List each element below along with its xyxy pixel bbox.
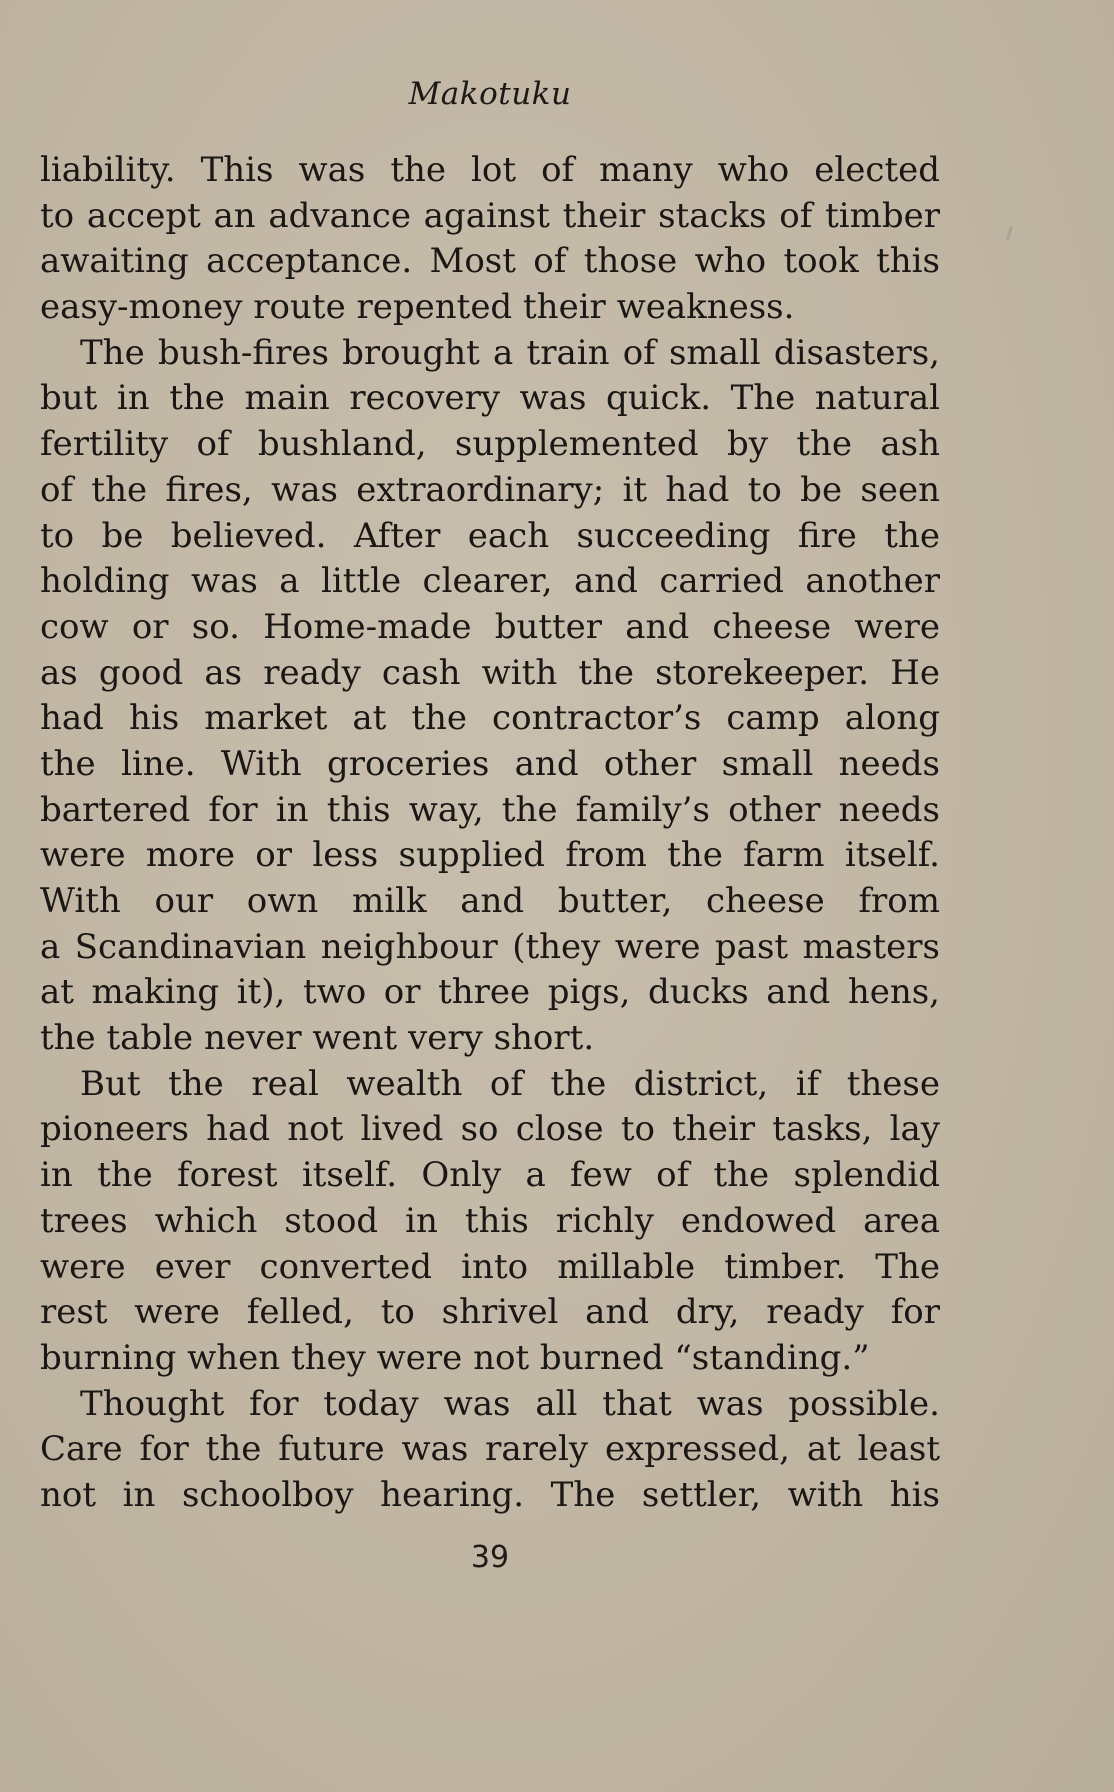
text-line: were more or less supplied from the farm itself. <box>40 835 940 876</box>
running-head: Makotuku <box>408 76 572 112</box>
text-line: trees which stood in this richly endowed area <box>40 1200 940 1241</box>
text-line: to accept an advance against their stacks of timber <box>40 195 940 236</box>
text-line: bartered for in this way, the family’s other needs <box>40 789 940 830</box>
text-line: The bush-fires brought a train of small disasters, <box>80 332 940 373</box>
page-number: 39 <box>470 1540 510 1575</box>
text-line: pioneers had not lived so close to their tasks, lay <box>40 1109 940 1150</box>
text-line: Care for the future was rarely expressed, at least <box>40 1429 940 1470</box>
paper-speck <box>1006 226 1013 240</box>
text-line: but in the main recovery was quick. The natural <box>40 378 940 419</box>
text-line: a Scandinavian neighbour (they were past masters <box>40 926 940 967</box>
text-line: the line. With groceries and other small needs <box>40 743 940 784</box>
text-line: had his market at the contractor’s camp along <box>40 698 940 739</box>
text-line: burning when they were not burned “standing.” <box>40 1337 870 1378</box>
text-line: were ever converted into millable timber. The <box>40 1246 940 1287</box>
text-line: rest were felled, to shrivel and dry, ready for <box>40 1292 940 1333</box>
book-page <box>40 0 940 1792</box>
text-line: the table never went very short. <box>40 1018 595 1059</box>
text-line: Thought for today was all that was possible. <box>80 1383 940 1424</box>
text-line: not in schoolboy hearing. The settler, with his <box>40 1474 940 1515</box>
text-line: in the forest itself. Only a few of the splendid <box>40 1155 940 1196</box>
text-line: But the real wealth of the district, if these <box>80 1063 940 1104</box>
text-line: holding was a little clearer, and carried another <box>40 561 940 602</box>
text-line: With our own milk and butter, cheese from <box>40 881 940 921</box>
text-line: at making it), two or three pigs, ducks and hens, <box>40 972 940 1013</box>
text-line: awaiting acceptance. Most of those who took this <box>40 241 940 282</box>
text-line: cow or so. Home-made butter and cheese were <box>40 606 940 647</box>
text-line: to be believed. After each succeeding fire the <box>40 515 940 556</box>
text-line: of the fires, was extraordinary; it had to be seen <box>40 469 940 510</box>
body-text <box>40 148 940 1519</box>
text-line: fertility of bushland, supplemented by the ash <box>40 424 940 465</box>
text-line: easy-money route repented their weakness. <box>40 287 795 328</box>
text-line: liability. This was the lot of many who elected <box>40 150 940 190</box>
text-line: as good as ready cash with the storekeeper. He <box>40 652 940 693</box>
